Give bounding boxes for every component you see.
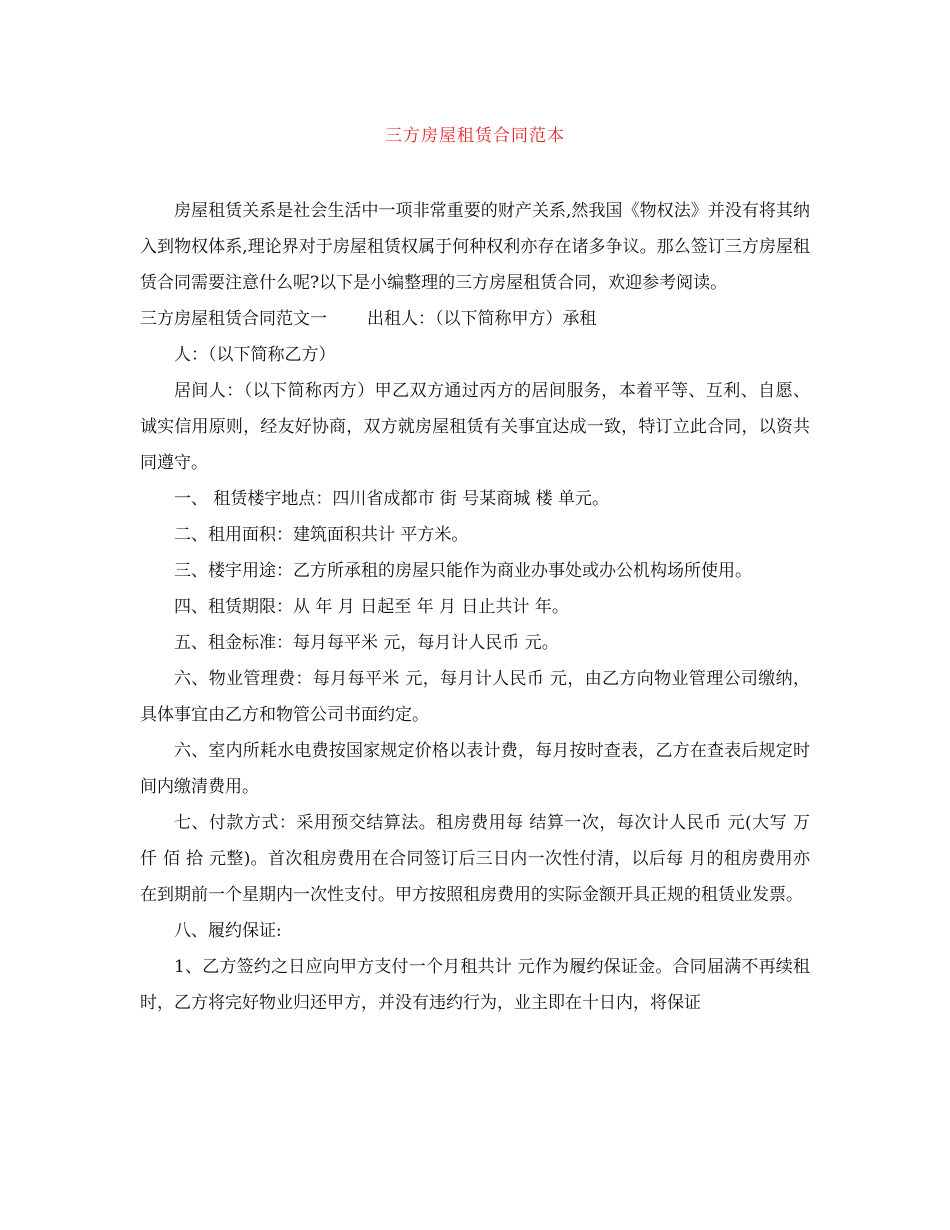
clause-2: 二、租用面积：建筑面积共计 平方米。 [174,525,469,545]
clause-6a: 六、物业管理费：每月每平米 元，每月计人民币 元，由乙方向物业管理公司缴纳，具体事宜由乙方和物管公司书面约定。 [140,669,810,725]
sample-heading: 三方房屋租赁合同范文一 [140,309,327,329]
clause-4: 四、租赁期限：从 年 月 日起至 年 月 日止共计 年。 [174,597,569,617]
clause-1: 一、 租赁楼宇地点：四川省成都市 街 号某商城 楼 单元。 [174,489,610,509]
intro-paragraph: 房屋租赁关系是社会生活中一项非常重要的财产关系,然我国《物权法》并没有将其纳入到物权体系,理论界对于房屋租赁权属于何种权利亦存在诸多争议。那么签订三方房屋租赁合同需要注意什么呢?以下是小编整理的三方房屋租赁合同，欢迎参考阅读。 [140,201,810,293]
intermediary-paragraph: 居间人：（以下简称丙方）甲乙双方通过丙方的居间服务，本着平等、互利、自愿、诚实信用原则，经友好协商，双方就房屋租赁有关事宜达成一致，特订立此合同，以资共同遵守。 [140,381,810,473]
document-title: 三方房屋租赁合同范本 [385,126,565,146]
clause-7: 七、付款方式：采用预交结算法。租房费用每 结算一次，每次计人民币 元(大写 万 仟 佰 拾 元整)。首次租房费用在合同签订后三日内一次性付清，以后每 月的租房费用亦在到期前一个星期内一次性支付。甲方按照租房费用的实际金额开具正规的租赁业发票。 [140,813,810,905]
document-body [140,193,810,1021]
lessor-line: 出租人：（以下简称甲方）承租 [367,309,597,329]
clause-8: 八、履约保证: [174,921,282,941]
clause-3: 三、楼宇用途：乙方所承租的房屋只能作为商业办事处或办公机构场所使用。 [174,561,752,581]
clause-5: 五、租金标准：每月每平米 元，每月计人民币 元。 [174,633,559,653]
lessee-line: 人：（以下简称乙方） [174,345,336,365]
clause-6b: 六、室内所耗水电费按国家规定价格以表计费，每月按时查表，乙方在查表后规定时间内缴清费用。 [140,741,810,797]
sample-heading-line [140,301,810,337]
clause-8-1: 1、乙方签约之日应向甲方支付一个月租共计 元作为履约保证金。合同届满不再续租时，乙方将完好物业归还甲方，并没有违约行为，业主即在十日内，将保证 [140,957,810,1013]
